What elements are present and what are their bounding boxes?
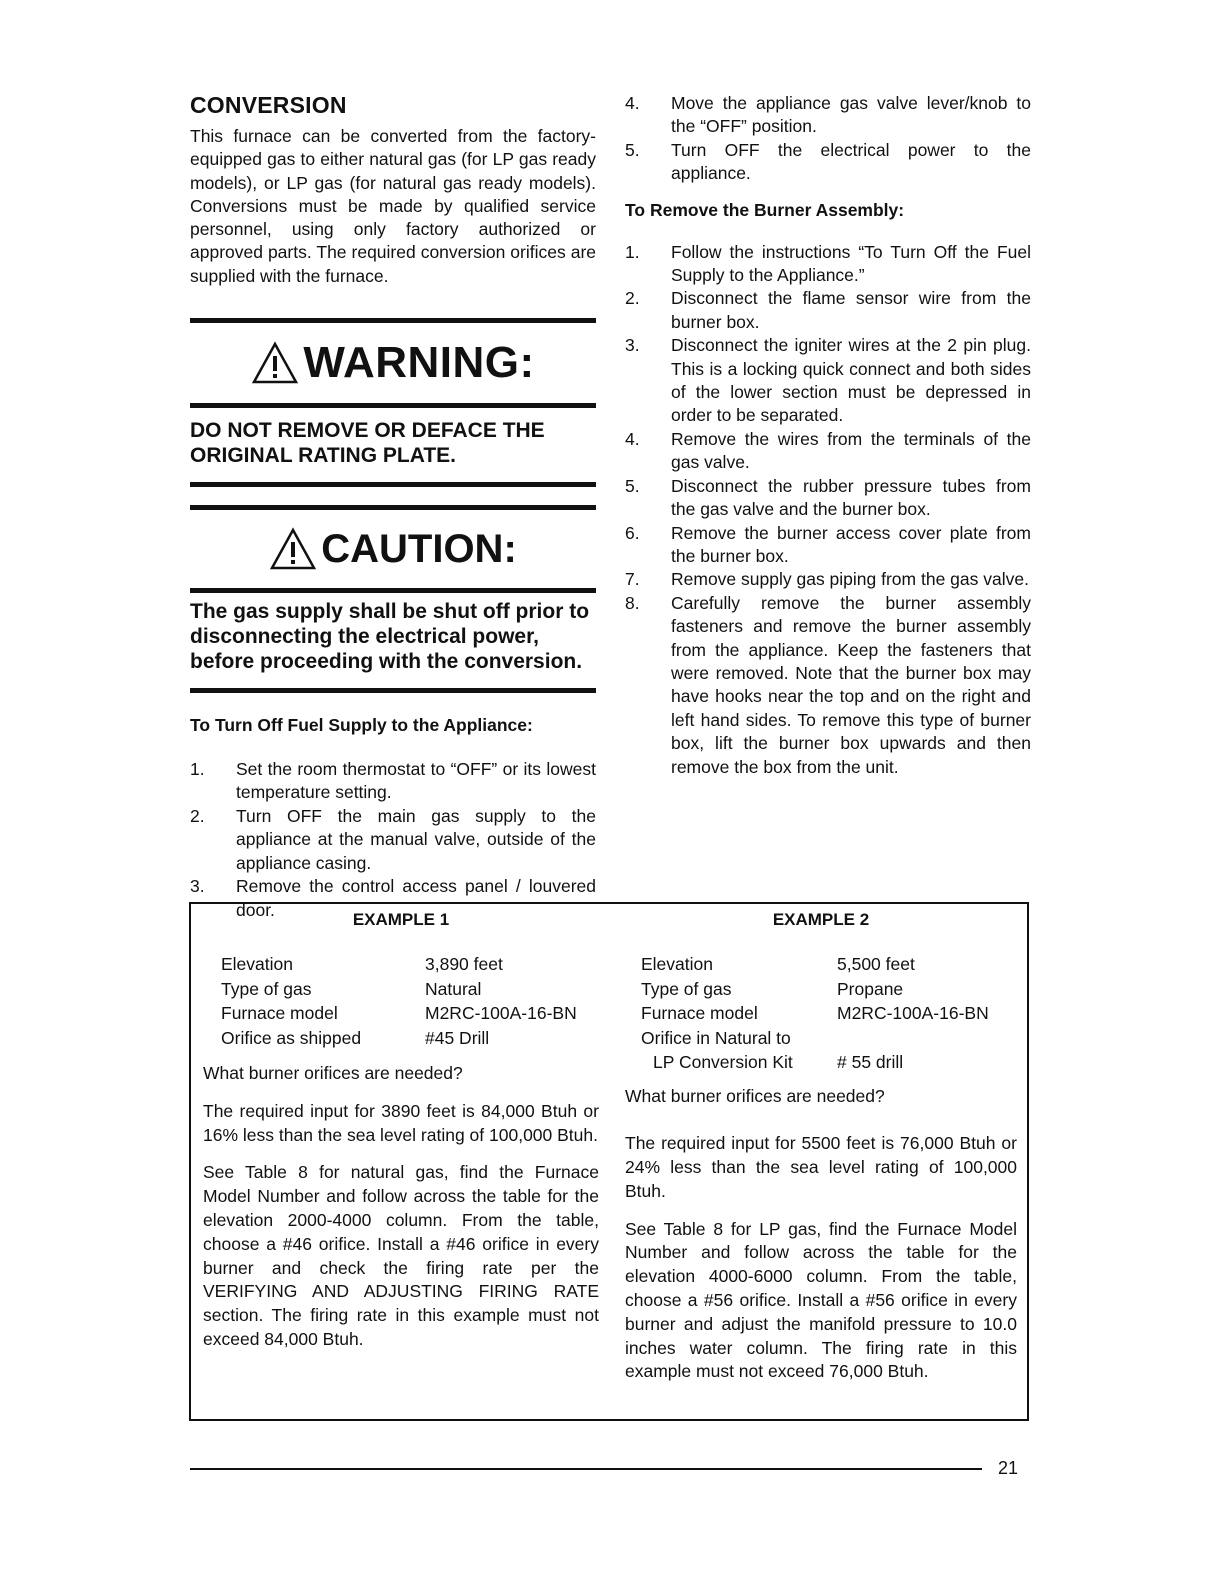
list-item: 3. Disconnect the igniter wires at the 2 pin plug. This is a locking quick connect and both sides of the lower section must be depressed in order to be separated. bbox=[625, 335, 1031, 426]
list-item: 5. Disconnect the rubber pressure tubes from the gas valve and the burner box. bbox=[625, 475, 1031, 520]
left-column bbox=[190, 92, 596, 922]
example-1 bbox=[203, 904, 599, 1352]
conversion-heading: CONVERSION bbox=[190, 92, 347, 118]
burner-assembly-steps bbox=[625, 241, 1031, 779]
list-item: 2. Disconnect the flame sensor wire from the burner box. bbox=[625, 288, 1031, 332]
fuel-supply-heading: To Turn Off Fuel Supply to the Appliance: bbox=[190, 715, 533, 736]
examples-box bbox=[189, 902, 1029, 1421]
example-2-para-1: The required input for 5500 feet is 76,000 Btuh or 24% less than the sea level rating of 100,000 Btuh. bbox=[625, 1133, 1017, 1201]
example-2-title: EXAMPLE 2 bbox=[772, 910, 870, 929]
list-item: 7. Remove supply gas piping from the gas valve. bbox=[625, 569, 1029, 590]
warning-mid-rule bbox=[190, 403, 596, 408]
caution-banner bbox=[190, 510, 596, 588]
list-item: 4. Move the appliance gas valve lever/knob to the “OFF” position. bbox=[625, 93, 1031, 137]
warning-title: WARNING: bbox=[303, 338, 535, 388]
conversion-text: This furnace can be converted from the factory-equipped gas to either natural gas (for LP gas ready models), or LP gas (for natural gas ready models). Conversions must be made by qualified service personnel, using only factory authorized or approved parts. The required conversion orifices are supplied with the furnace. bbox=[190, 126, 596, 286]
table-row: LP Conversion Kit # 55 drill bbox=[653, 1052, 904, 1072]
example-1-para-1: The required input for 3890 feet is 84,000 Btuh or 16% less than the sea level rating of 100,000 Btuh. bbox=[203, 1100, 599, 1145]
example-1-question: What burner orifices are needed? bbox=[203, 1063, 463, 1083]
example-1-title: EXAMPLE 1 bbox=[352, 910, 450, 929]
list-item: 6. Remove the burner access cover plate from the burner box. bbox=[625, 522, 1031, 566]
list-item: 1. Set the room thermostat to “OFF” or its lowest temperature setting. bbox=[190, 759, 596, 803]
list-item: 5. Turn OFF the electrical power to the appliance. bbox=[625, 139, 1031, 184]
page-number: 21 bbox=[998, 1458, 1019, 1478]
table-row: Elevation 5,500 feet bbox=[641, 954, 915, 974]
example-2-question: What burner orifices are needed? bbox=[625, 1085, 885, 1106]
footer-rule bbox=[190, 1468, 982, 1470]
example-2-specs bbox=[641, 952, 989, 1075]
example-2 bbox=[625, 904, 1017, 1384]
warning-triangle-icon bbox=[251, 341, 299, 385]
warning-banner bbox=[190, 323, 596, 403]
table-row: Orifice as shipped #45 Drill bbox=[221, 1027, 490, 1048]
caution-title: CAUTION: bbox=[321, 526, 517, 571]
table-row: Elevation 3,890 feet bbox=[221, 954, 503, 974]
caution-triangle-icon bbox=[269, 527, 317, 571]
fuel-supply-steps-continued bbox=[625, 92, 1031, 186]
burner-assembly-heading: To Remove the Burner Assembly: bbox=[625, 199, 905, 220]
warning-text: DO NOT REMOVE OR DEFACE THE ORIGINAL RATING PLATE. bbox=[190, 419, 545, 468]
list-item: 1. Follow the instructions “To Turn Off the Fuel Supply to the Appliance.” bbox=[625, 241, 1031, 286]
caution-mid-rule bbox=[190, 588, 596, 593]
table-row: Type of gas Propane bbox=[641, 978, 904, 999]
example-1-para-2: See Table 8 for natural gas, find the Furnace Model Number and follow across the table for the elevation 2000-4000 column. From the table, choose a #46 orifice. Install a #46 orifice in every burner and check the firing rate per the VERIFYING AND ADJUSTING FIRING RATE section. The firing rate in this example must not exceed 84,000 Btuh. bbox=[203, 1162, 599, 1349]
example-1-specs bbox=[221, 952, 577, 1050]
table-row: Furnace model M2RC-100A-16-BN bbox=[641, 1003, 989, 1023]
list-item: 3. Remove the control access panel / louvered door. bbox=[190, 876, 596, 920]
example-2-para-2: See Table 8 for LP gas, find the Furnace Model Number and follow across the table for the elevation 4000-6000 column. From the table, choose a #56 orifice. Install a #56 orifice in every burner and adjust the manifold pressure to 10.0 inches water column. The firing rate in this example must not exceed 76,000 Btuh. bbox=[625, 1218, 1017, 1382]
table-row: Type of gas Natural bbox=[221, 978, 482, 999]
table-row: Furnace model M2RC-100A-16-BN bbox=[221, 1003, 577, 1023]
caution-text: The gas supply shall be shut off prior to disconnecting the electrical power, before proceeding with the conversion. bbox=[190, 600, 590, 674]
list-item: 8. Carefully remove the burner assembly fasteners and remove the burner assembly from the appliance. Keep the fasteners that were removed. Note that the burner box may have hooks near the top and on the right and left hand sides. To remove this type of burner box, lift the burner box upwards and then remove the box from the unit. bbox=[625, 592, 1031, 777]
fuel-supply-steps bbox=[190, 758, 596, 922]
right-column bbox=[625, 92, 1031, 779]
list-item: 4. Remove the wires from the terminals of the gas valve. bbox=[625, 428, 1031, 473]
list-item: 2. Turn OFF the main gas supply to the appliance at the manual valve, outside of the appliance casing. bbox=[190, 805, 596, 873]
table-row: Orifice in Natural to bbox=[641, 1027, 791, 1048]
